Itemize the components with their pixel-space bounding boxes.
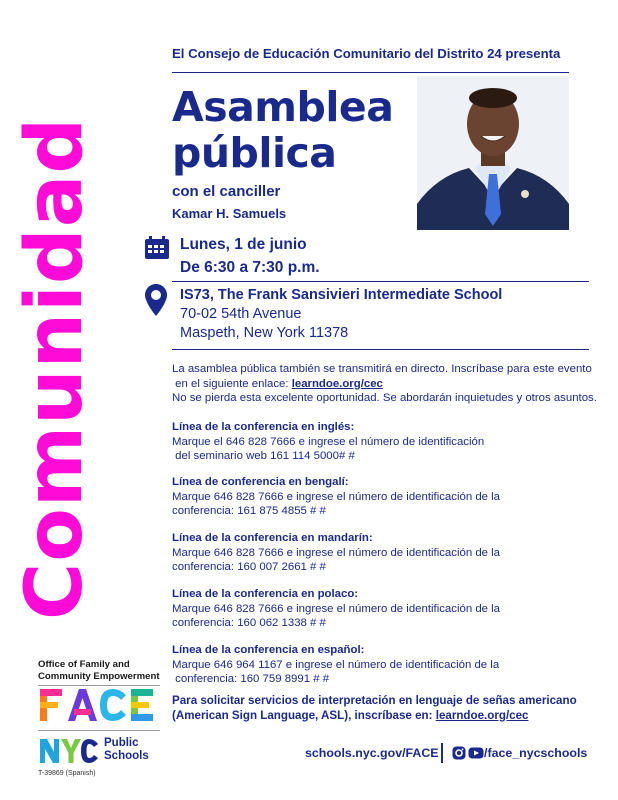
conference-detail: del seminario web 161 114 5000# # (172, 450, 355, 462)
event-subtitle: con el canciller (172, 183, 281, 200)
conference-detail: Marque el 646 828 7666 e ingrese el número de identificación (172, 435, 485, 448)
venue-name: IS73, The Frank Sansivieri Intermediate School (180, 287, 503, 303)
conference-line-bengali (172, 475, 500, 519)
presenter-line: El Consejo de Educación Comunitario del Distrito 24 presenta (172, 46, 561, 61)
conference-detail: Marque 646 828 7666 e ingrese el número de identificación de la (172, 602, 501, 615)
event-title (172, 84, 393, 176)
asl-line-2 (172, 709, 577, 724)
face-logo (38, 685, 162, 725)
conference-detail: Marque 646 964 1167 e ingrese el número de identificación de la (172, 658, 500, 671)
speaker-name: Kamar H. Samuels (172, 206, 287, 221)
header-divider (172, 72, 569, 73)
vertical-title: Comunidad (10, 116, 100, 620)
asl-registration-link[interactable]: learndoe.org/cec (435, 708, 529, 722)
conference-heading: Línea de la conferencia en español: (172, 644, 365, 656)
stream-line-3: No se pierda esta excelente oportunidad. Se abordarán inquietudes y otros asuntos. (172, 392, 597, 404)
asl-info (172, 694, 577, 723)
conference-detail: conferencia: 161 875 4855 # # (172, 505, 326, 517)
footer-separator (441, 743, 443, 763)
date-divider (172, 281, 589, 282)
conference-heading: Línea de la conferencia en polaco: (172, 588, 359, 600)
venue-street: 70-02 54th Avenue (180, 306, 302, 322)
conference-detail: conferencia: 160 062 1338 # # (172, 617, 326, 629)
conference-line-mandarin (172, 531, 500, 575)
asl-line-2-prefix: (American Sign Language, ASL), inscríbase en: (172, 708, 436, 722)
office-name (38, 659, 160, 683)
instagram-icon (452, 746, 466, 763)
public-schools-line-1: Public (104, 737, 139, 749)
footer-social (452, 746, 587, 763)
stream-line-2 (172, 377, 597, 392)
nyc-public-schools-logo (38, 737, 162, 765)
social-handle[interactable]: /face_nycschools (484, 746, 588, 760)
conference-line-spanish (172, 643, 499, 687)
stream-line-2-prefix: en el siguiente enlace: (175, 377, 292, 390)
conference-detail: conferencia: 160 759 8991 # # (172, 673, 330, 685)
title-line-1: Asamblea (172, 83, 394, 131)
nyc-logo-image (38, 737, 100, 765)
location-divider (172, 349, 589, 350)
event-time: De 6:30 a 7:30 p.m. (180, 259, 320, 276)
title-line-2: pública (172, 129, 337, 177)
office-line-2: Community Empowerment (38, 671, 160, 682)
conference-heading: Línea de conferencia en bengalí: (172, 476, 349, 488)
footer-website-link[interactable]: schools.nyc.gov/FACE (305, 746, 439, 760)
face-logo-image (38, 685, 162, 725)
document-code: T-39869 (Spanish) (38, 770, 96, 777)
conference-detail: Marque 646 828 7666 e ingrese el número de identificación de la (172, 490, 501, 503)
venue-city: Maspeth, New York 11378 (180, 325, 349, 341)
office-line-1: Office of Family and (38, 659, 130, 670)
conference-heading: Línea de la conferencia en mandarín: (172, 532, 373, 544)
stream-info (172, 362, 597, 406)
conference-detail: conferencia: 160 007 2661 # # (172, 561, 326, 573)
conference-detail: Marque 646 828 7666 e ingrese el número de identificación de la (172, 546, 501, 559)
event-date: Lunes, 1 de junio (180, 236, 307, 253)
registration-link[interactable]: learndoe.org/cec (291, 377, 383, 390)
calendar-icon (144, 236, 170, 260)
conference-heading: Línea de la conferencia en inglés: (172, 421, 355, 433)
location-pin-icon (145, 284, 167, 316)
public-schools-line-2: Schools (104, 750, 149, 762)
conference-line-polish (172, 587, 500, 631)
speaker-photo (417, 76, 569, 230)
conference-line-english (172, 420, 484, 464)
stream-line-1: La asamblea pública también se transmitirá en directo. Inscríbase para este evento (172, 363, 592, 375)
youtube-icon (468, 746, 484, 763)
asl-line-1: Para solicitar servicios de interpretación en lenguaje de señas americano (172, 694, 577, 707)
face-divider (38, 730, 160, 731)
